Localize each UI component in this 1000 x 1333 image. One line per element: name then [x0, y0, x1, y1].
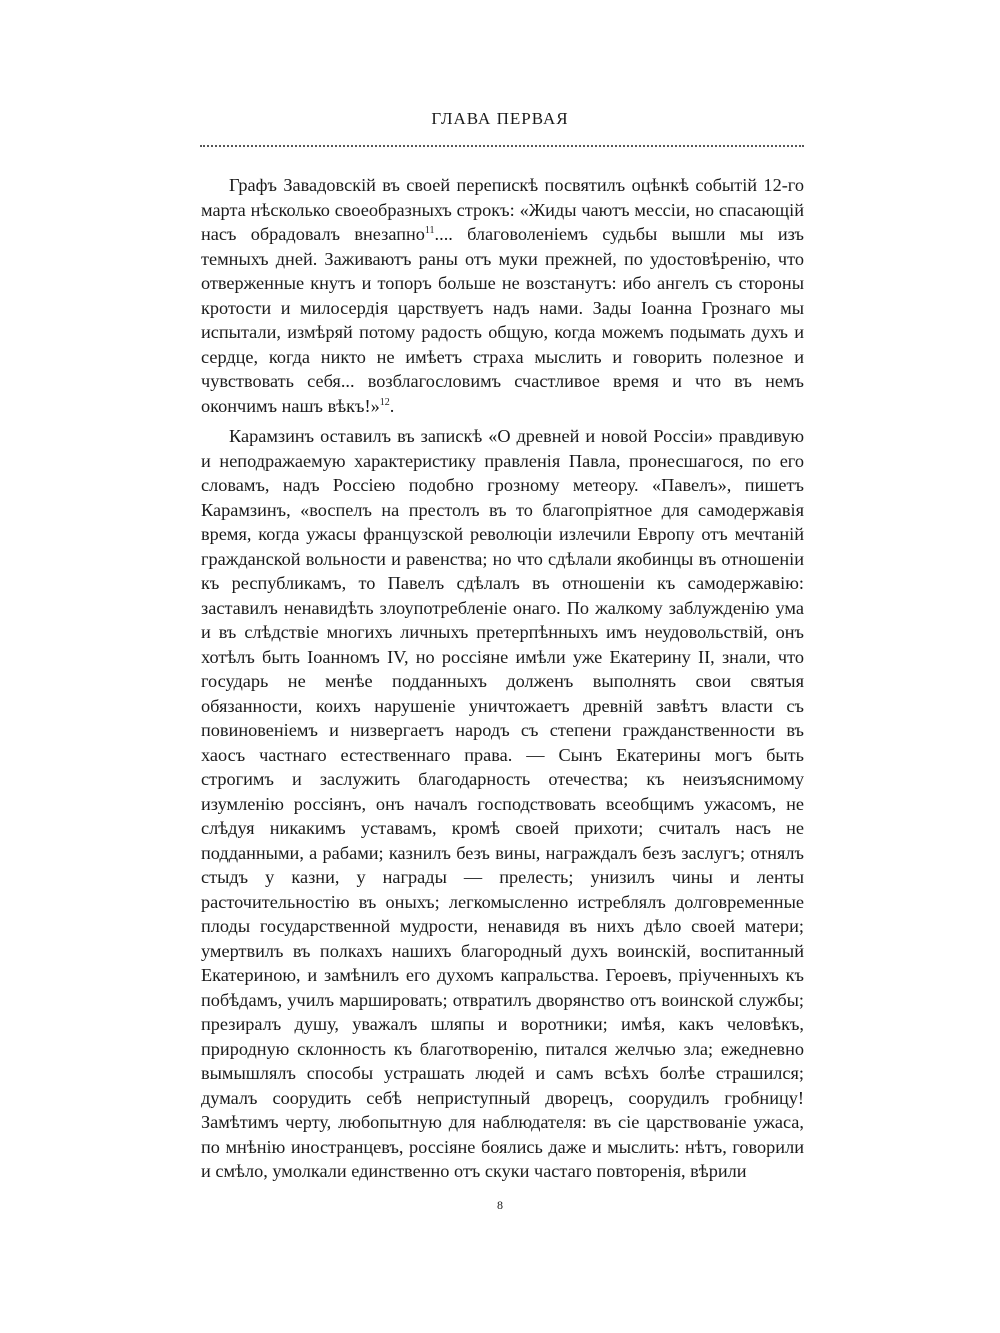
footnote-marker: 12: [379, 396, 390, 408]
body-text: [201, 173, 804, 1184]
paragraph-text: Карамзинъ оставилъ въ запискѣ «О древней и новой Россіи» правдивую и неподражаемую характеристику правленія Павла, пронесшагося, по его словамъ, надъ Россіею подобно грозному метеору. «Павелъ», пишетъ Карамзинъ, «воспелъ на престолъ въ то благопріятное для самодержавія время, когда ужасы французской революціи излечили Европу отъ мечтаній гражданской вольности и равенства; но что сдѣлали якобинцы въ отношеніи къ республикамъ, то Павелъ сдѣлалъ въ отношеніи къ самодержавію: заставилъ ненавидѣть злоупотребленіе онаго. По жалкому заблужденію ума и въ слѣдствіе многихъ личныхъ претерпѣнныхъ имъ неудовольствій, онъ хотѣлъ быть Іоанномъ IV, но россіяне имѣли уже Екатерину II, знали, что государь не менѣе подданныхъ долженъ выполнять свои святыя обязанности, коихъ нарушеніе уничтожаетъ древній завѣтъ власти съ повиновеніемъ и низвергаетъ народъ съ степени гражданственности въ хаосъ частнаго естественнаго права. — Сынъ Екатерины могъ быть строгимъ и заслужить благодарность отечества; къ неизъяснимому изумленію россіянъ, онъ началъ господствовать всеобщимъ ужасомъ, не слѣдуя никакимъ уставамъ, кромѣ своей прихоти; считалъ насъ не подданными, а рабами; казнилъ безъ вины, награждалъ безъ заслугъ; отнялъ стыдъ у казни, у награды — прелесть; унизилъ чины и ленты расточительностію въ оныхъ; легкомысленно истреблялъ долговременные плоды государственной мудрости, ненавидя въ нихъ дѣло своей матери; умертвилъ въ полкахъ нашихъ благородный духъ воинскій, воспитанный Екатериною, и замѣнилъ его духомъ капральства. Героевъ, пріученныхъ къ побѣдамъ, училъ маршировать; отвратилъ дворянство отъ воинской службы; презиралъ душу, уважалъ шляпы и воротники; имѣя, какъ человѣкъ, природную склонность къ благотворенію, питался желчью зла; ежедневно вымышлялъ способы устрашать людей и самъ всѣхъ болѣе страшился; думалъ соорудить себѣ неприступный дворецъ, соорудилъ гробницу! Замѣтимъ черту, любопытную для наблюдателя: въ сіе царствованіе ужаса, по мнѣнію иностранцевъ, россіяне боялись даже и мыслить: нѣтъ, говорили и смѣло, умолкали единственно отъ скуки частаго повторенія, вѣрили: [201, 426, 804, 1181]
paragraph-text: .: [389, 395, 395, 416]
footnote-marker: 11: [424, 225, 435, 236]
page-number: 8: [497, 1198, 503, 1212]
paragraph-zavadovsky: [201, 173, 804, 418]
running-head: ГЛАВА ПЕРВАЯ: [431, 109, 569, 128]
paragraph-karamzin: [201, 424, 804, 1184]
paragraph-text: .... благоволеніемъ судьбы вышли мы изъ темныхъ дней. Заживаютъ раны отъ муки прежней, по удостовѣренію, что отверженные кнутъ и топоръ больше не возстанутъ: ибо ангелъ съ стороны кротости и милосердія царствуетъ надъ нами. Зады Іоанна Грознаго мы испытали, измѣряй потому радость общую, когда можемъ подымать духъ и сердце, когда никто не имѣетъ страха мыслить и говорить полезное и чувствовать себя... возблагословимъ счастливое время и что въ немъ окончимъ нашъ вѣкъ!»: [201, 224, 804, 416]
paragraph-text: Графъ Завадовскій въ своей перепискѣ посвятилъ оцѣнкѣ событій 12-го марта нѣсколько своеобразныхъ строкъ: «Жиды чаютъ мессіи, но спасающій насъ обрадовалъ внезапно: [201, 175, 804, 244]
header-dotted-rule: [200, 145, 804, 147]
